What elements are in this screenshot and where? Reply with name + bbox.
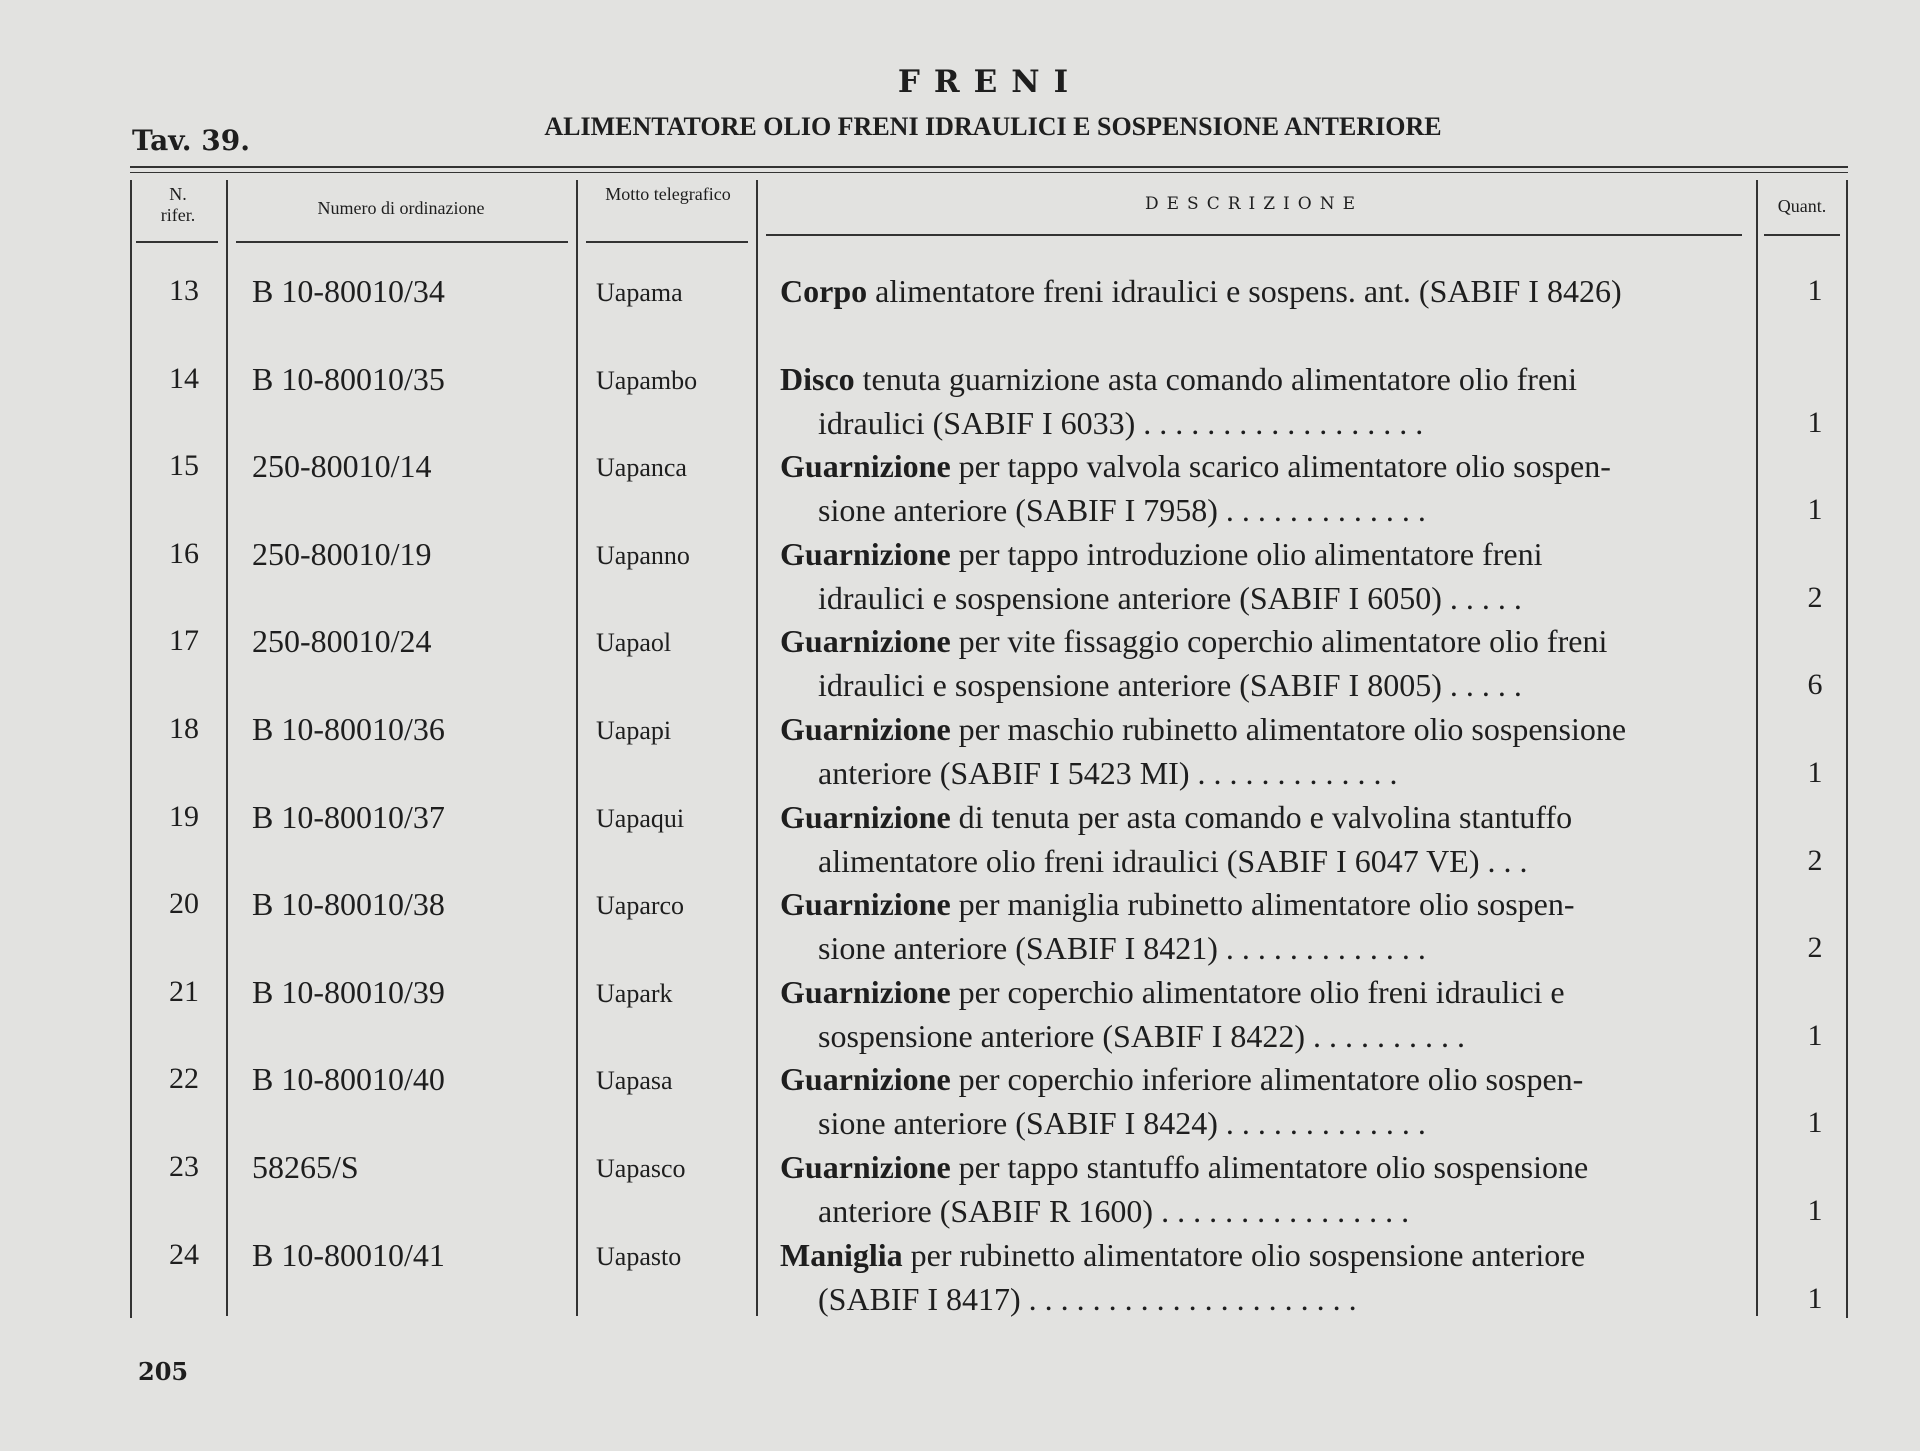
description-line-2: sione anteriore (SABIF I 8424) . . . . . . . . . . . . . <box>818 1105 1426 1141</box>
quantity: 1 <box>1807 1106 1823 1139</box>
description-text: per rubinetto alimentatore olio sospensione anteriore <box>910 1237 1586 1273</box>
description-text: per tappo introduzione olio alimentatore freni <box>958 536 1543 572</box>
quantity: 1 <box>1807 274 1823 307</box>
order-number: 250-80010/19 <box>252 536 432 572</box>
description-line-2: anteriore (SABIF I 5423 MI) . . . . . . . . . . . . . <box>818 755 1398 791</box>
telegraphic-code: Uapama <box>596 278 683 307</box>
description-text: per tappo stantuffo alimentatore olio sospensione <box>958 1149 1589 1185</box>
telegraphic-code: Uaparco <box>596 891 685 920</box>
row-number: 17 <box>169 624 199 657</box>
description-line-2: sione anteriore (SABIF I 7958) . . . . . . . . . . . . . <box>818 492 1426 528</box>
top-rule <box>130 166 1848 168</box>
telegraphic-code: Uapasto <box>596 1242 682 1271</box>
col-sep-right <box>1846 180 1848 1318</box>
description <box>780 970 1740 1058</box>
description-text: alimentatore freni idraulici e sospens. ant. (SABIF I 8426) <box>875 273 1622 309</box>
order-number: B 10-80010/35 <box>252 361 445 397</box>
order-number: B 10-80010/37 <box>252 799 445 835</box>
description-part-name: Corpo <box>780 273 868 309</box>
description-line-2: sospensione anteriore (SABIF I 8422) . . . . . . . . . . <box>818 1018 1466 1054</box>
description-line-1 <box>780 795 1740 839</box>
description-line-2: idraulici e sospensione anteriore (SABIF I 8005) . . . . . <box>818 667 1522 703</box>
description <box>780 1057 1740 1145</box>
column-header-num: N. rifer. <box>160 184 196 225</box>
top-rule-thin <box>130 172 1848 173</box>
page-number: 205 <box>138 1357 189 1386</box>
col-sep-2 <box>576 180 578 1316</box>
description <box>780 444 1740 532</box>
telegraphic-code: Uapanno <box>596 541 690 570</box>
description-line-1 <box>780 532 1740 576</box>
description-text: per maniglia rubinetto alimentatore olio sospen- <box>958 886 1575 922</box>
row-number: 23 <box>169 1150 199 1183</box>
description-part-name: Guarnizione <box>780 623 951 659</box>
order-number: B 10-80010/39 <box>252 974 445 1010</box>
quantity: 1 <box>1807 1194 1823 1227</box>
header-underline-qty <box>1764 234 1840 236</box>
description <box>780 532 1740 620</box>
order-number: 58265/S <box>252 1149 359 1185</box>
description-line-1 <box>780 970 1740 1014</box>
order-number: 250-80010/14 <box>252 448 432 484</box>
header-underline-code <box>236 241 568 243</box>
row-number: 22 <box>169 1062 199 1095</box>
column-header-code: Numero di ordinazione <box>317 198 485 218</box>
order-number: 250-80010/24 <box>252 623 432 659</box>
column-header-motto: Motto telegrafico <box>605 184 731 204</box>
description <box>780 1233 1740 1321</box>
telegraphic-code: Uapapi <box>596 716 672 745</box>
description-line-1 <box>780 707 1740 751</box>
quantity: 2 <box>1807 581 1823 614</box>
row-number: 24 <box>169 1238 199 1271</box>
quantity: 1 <box>1807 756 1823 789</box>
description-part-name: Guarnizione <box>780 448 951 484</box>
description-text: di tenuta per asta comando e valvolina stantuffo <box>958 799 1573 835</box>
row-number: 18 <box>169 712 199 745</box>
row-number: 19 <box>169 800 199 833</box>
quantity: 2 <box>1807 931 1823 964</box>
row-number: 20 <box>169 887 199 920</box>
description <box>780 707 1740 795</box>
quantity: 1 <box>1807 1019 1823 1052</box>
row-number: 16 <box>169 537 199 570</box>
quantity: 1 <box>1807 1282 1823 1315</box>
header-underline-desc <box>766 234 1742 236</box>
order-number: B 10-80010/38 <box>252 886 445 922</box>
header-underline-motto <box>586 241 748 243</box>
description-line-1 <box>780 444 1740 488</box>
description-part-name: Guarnizione <box>780 711 951 747</box>
telegraphic-code: Uapaqui <box>596 804 685 833</box>
description-line-2: (SABIF I 8417) . . . . . . . . . . . . . . . . . . . . . <box>818 1281 1357 1317</box>
description-text: tenuta guarnizione asta comando alimentatore olio freni <box>862 361 1578 397</box>
description <box>780 269 1740 313</box>
description-line-2: anteriore (SABIF R 1600) . . . . . . . . . . . . . . . . <box>818 1193 1410 1229</box>
header-underline-num <box>136 241 218 243</box>
quantity: 1 <box>1807 493 1823 526</box>
description-line-1 <box>780 882 1740 926</box>
row-number: 13 <box>169 274 199 307</box>
description-part-name: Disco <box>780 361 855 397</box>
telegraphic-code: Uapasco <box>596 1154 686 1183</box>
row-number: 21 <box>169 975 199 1008</box>
order-number: B 10-80010/40 <box>252 1061 445 1097</box>
description <box>780 357 1740 445</box>
description-part-name: Guarnizione <box>780 974 951 1010</box>
description-line-1 <box>780 269 1740 313</box>
quantity: 2 <box>1807 844 1823 877</box>
description-line-2: idraulici (SABIF I 6033) . . . . . . . . . . . . . . . . . . <box>818 405 1424 441</box>
description-part-name: Guarnizione <box>780 1061 951 1097</box>
description-part-name: Guarnizione <box>780 536 951 572</box>
telegraphic-code: Uapasa <box>596 1066 673 1095</box>
row-number: 15 <box>169 449 199 482</box>
order-number: B 10-80010/36 <box>252 711 445 747</box>
description-text: per maschio rubinetto alimentatore olio sospensione <box>958 711 1627 747</box>
description-line-1 <box>780 1057 1740 1101</box>
page-subtitle: ALIMENTATORE OLIO FRENI IDRAULICI E SOSPENSIONE ANTERIORE <box>544 112 1442 141</box>
column-header-desc: DESCRIZIONE <box>1145 194 1363 214</box>
col-sep-3 <box>756 180 758 1316</box>
telegraphic-code: Uapanca <box>596 453 687 482</box>
description-line-1 <box>780 1233 1740 1277</box>
quantity: 6 <box>1807 668 1823 701</box>
column-header-qty: Quant. <box>1777 196 1827 216</box>
description <box>780 619 1740 707</box>
description-part-name: Guarnizione <box>780 886 951 922</box>
quantity: 1 <box>1807 406 1823 439</box>
description <box>780 1145 1740 1233</box>
row-number: 14 <box>169 362 199 395</box>
description-text: per tappo valvola scarico alimentatore olio sospen- <box>958 448 1611 484</box>
description-text: per coperchio inferiore alimentatore olio sospen- <box>958 1061 1584 1097</box>
order-number: B 10-80010/41 <box>252 1237 445 1273</box>
description <box>780 882 1740 970</box>
page-title: FRENI <box>897 64 1083 100</box>
description-part-name: Guarnizione <box>780 799 951 835</box>
description-line-1 <box>780 357 1740 401</box>
description-text: per coperchio alimentatore olio freni idraulici e <box>958 974 1565 1010</box>
description-text: per vite fissaggio coperchio alimentatore olio freni <box>958 623 1608 659</box>
description-part-name: Guarnizione <box>780 1149 951 1185</box>
order-number: B 10-80010/34 <box>252 273 445 309</box>
description-part-name: Maniglia <box>780 1237 903 1273</box>
description-line-2: sione anteriore (SABIF I 8421) . . . . . . . . . . . . . <box>818 930 1426 966</box>
telegraphic-code: Uapark <box>596 979 673 1008</box>
col-sep-4 <box>1756 180 1758 1316</box>
description-line-1 <box>780 1145 1740 1189</box>
telegraphic-code: Uapaol <box>596 628 672 657</box>
description <box>780 795 1740 883</box>
description-line-2: alimentatore olio freni idraulici (SABIF I 6047 VE) . . . <box>818 843 1528 879</box>
description-line-1 <box>780 619 1740 663</box>
description-line-2: idraulici e sospensione anteriore (SABIF I 6050) . . . . . <box>818 580 1522 616</box>
table-number: Tav. 39. <box>132 124 250 157</box>
telegraphic-code: Uapambo <box>596 366 698 395</box>
